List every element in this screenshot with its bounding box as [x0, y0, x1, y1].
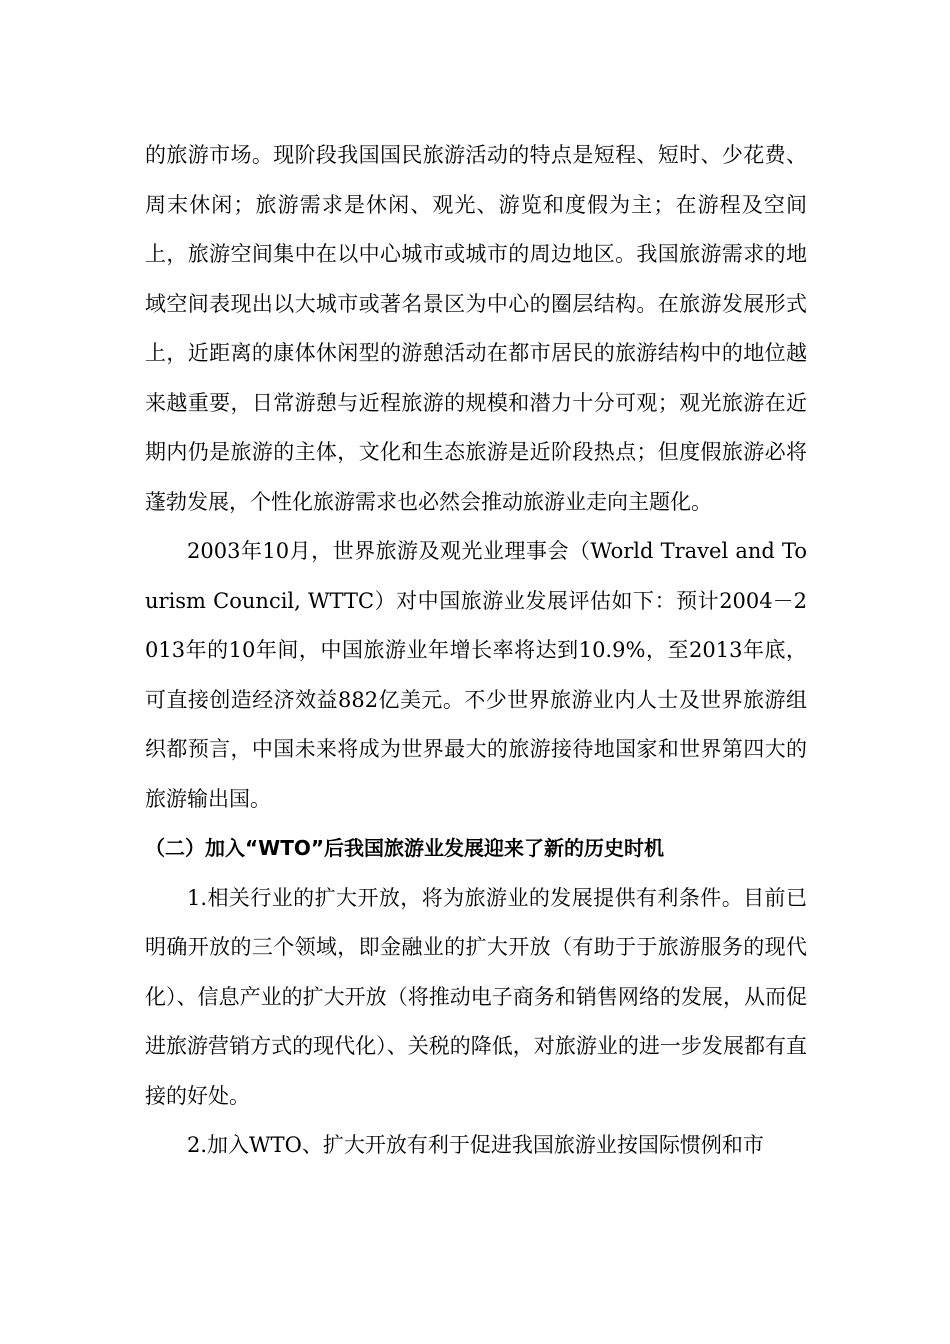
paragraph-wttc-forecast: 2003年10月，世界旅游及观光业理事会（World Travel and Tourism Council, WTTC）对中国旅游业发展评估如下：预计2004－2013年的10年间，中国旅游业年增长率将达到10.9%，至2013年底，可直接创造经济效益882亿美元。不少世界旅游业内人士及世界旅游组织都预言，中国未来将成为世界最大的旅游接待地国家和世界第四大的旅游输出国。 — [145, 539, 807, 811]
section-heading-wto: （二）加入“WTO”后我国旅游业发展迎来了新的历史时机 — [145, 836, 664, 860]
paragraph-tourism-market-characteristics: 的旅游市场。现阶段我国国民旅游活动的特点是短程、短时、少花费、周末休闲；旅游需求是休闲、观光、游览和度假为主；在游程及空间上，旅游空间集中在以中心城市或城市的周边地区。我国旅游需求的地域空间表现出以大城市或著名景区为中心的圈层结构。在旅游发展形式上，近距离的康体休闲型的游憩活动在都市居民的旅游结构中的地位越来越重要，日常游憩与近程旅游的规模和潜力十分可观；观光旅游在近期内仍是旅游的主体，文化和生态旅游是近阶段热点；但度假旅游必将蓬勃发展，个性化旅游需求也必然会推动旅游业走向主题化。 — [145, 143, 807, 514]
paragraph-wto-international-practice: 2.加入WTO、扩大开放有利于促进我国旅游业按国际惯例和市 — [187, 1133, 764, 1157]
document-body — [145, 131, 807, 1171]
paragraph-related-industries-opening: 1.相关行业的扩大开放，将为旅游业的发展提供有利条件。目前已明确开放的三个领域，即金融业的扩大开放（有助于于旅游服务的现代化）、信息产业的扩大开放（将推动电子商务和销售网络的发展，从而促进旅游营销方式的现代化）、关税的降低，对旅游业的进一步发展都有直接的好处。 — [145, 885, 807, 1108]
